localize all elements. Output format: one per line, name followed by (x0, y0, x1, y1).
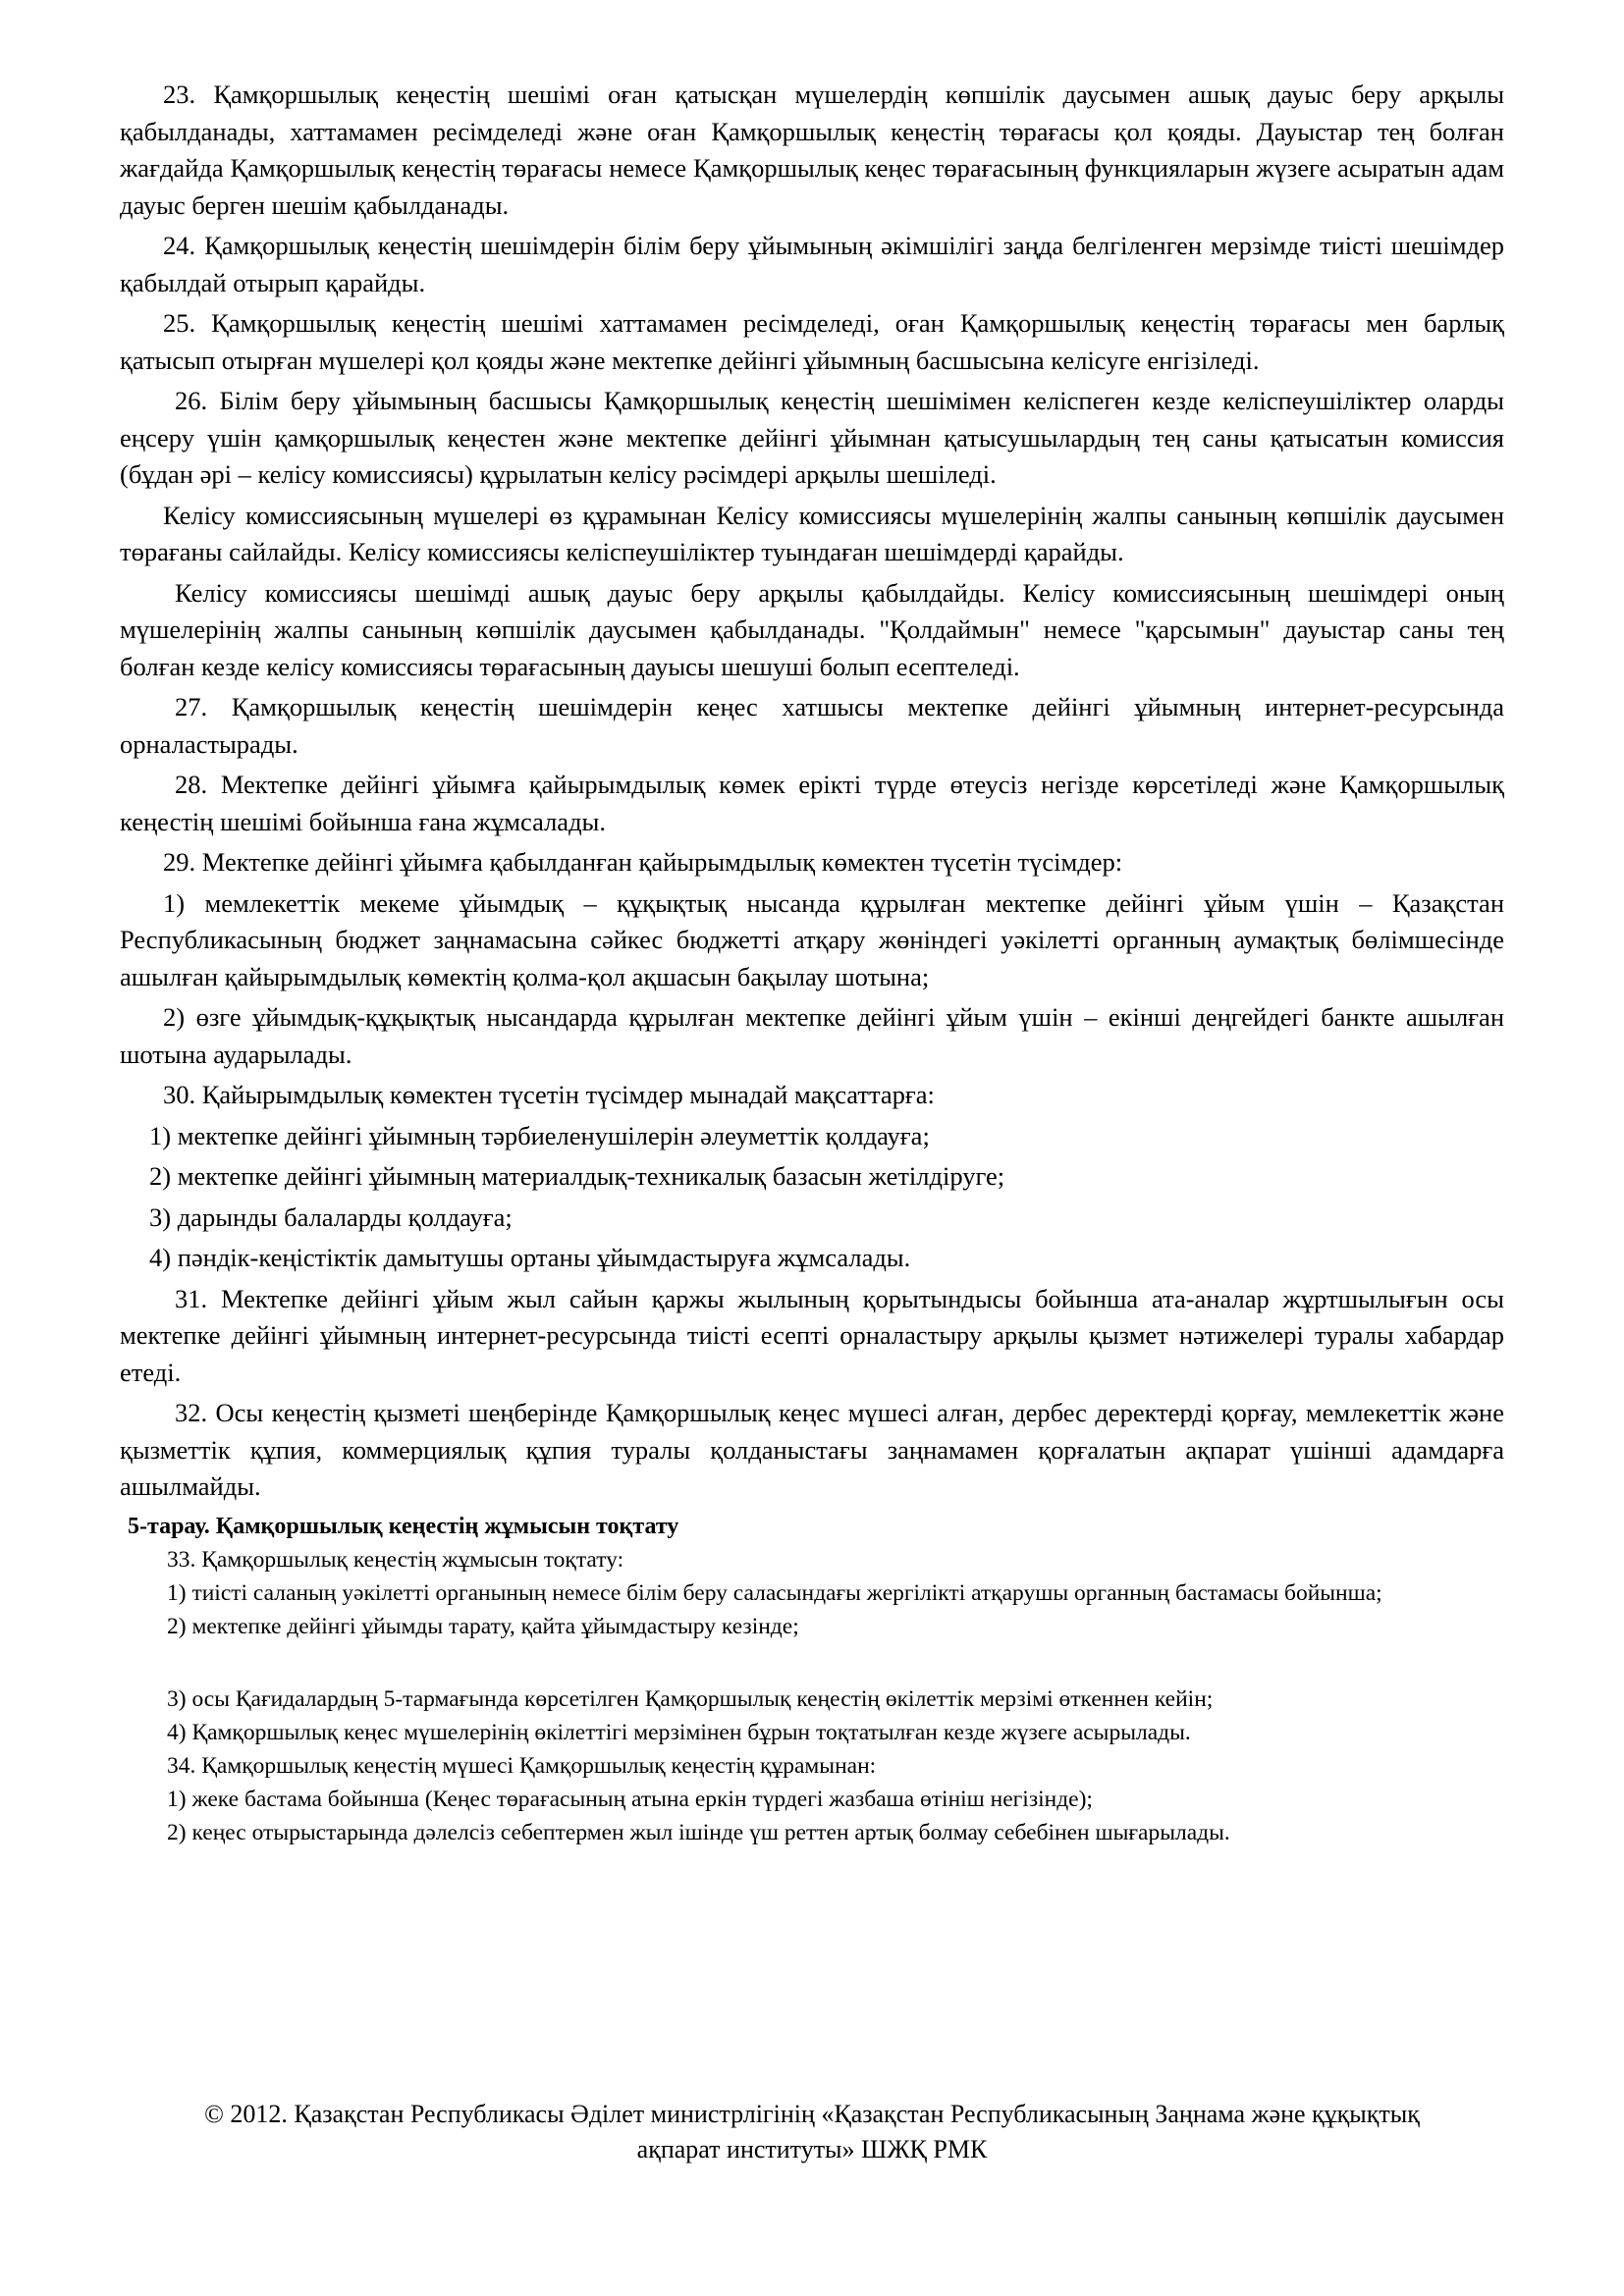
paragraph-26-commission-chair: Келісу комиссиясының мүшелері өз құрамынан Келісу комиссиясы мүшелерінің жалпы санының көпшілік даусымен төрағаны сайлайды. Келісу комиссиясы келіспеушіліктер туындаған шешімдерді қарайды. (120, 500, 1504, 566)
paragraph-30: 30. Қайырымдылық көмектен түсетін түсімдер мынадай мақсаттарға: (163, 1080, 935, 1109)
paragraph-33-item-3: 3) осы Қағидалардың 5-тармағында көрсетілген Қамқоршылық кеңестің өкілеттік мерзімі өткеннен кейін; (167, 1685, 1214, 1712)
paragraph-32: 32. Осы кеңестің қызметі шеңберінде Қамқоршылық кеңес мүшесі алған, дербес деректерді қорғау, мемлекеттік және қызметтік құпия, коммерциялық құпия туралы қолданыстағы заңнамамен қорғалатын ақпарат үшінші адамдарға ашылмайды. (120, 1398, 1504, 1501)
paragraph-30-item-1: 1) мектепке дейінгі ұйымның тәрбиеленушілерін әлеуметтік қолдауға; (149, 1120, 930, 1150)
blank-gap (120, 1643, 1504, 1682)
paragraph-33-item-2: 2) мектепке дейінгі ұйымды тарату, қайта ұйымдастыру кезінде; (167, 1613, 799, 1639)
paragraph-26-commission-vote: Келісу комиссиясы шешімді ашық дауыс беру арқылы қабылдайды. Келісу комиссиясының шешімдері оның мүшелерінің жалпы санының көпшілік даусымен қабылданады. "Қолдаймын" немесе "қарсымын" дауыстар саны тең болған кезде келісу комиссиясы төрағасының дауысы шешуші болып есептеледі. (120, 577, 1504, 681)
paragraph-26: 26. Білім беру ұйымының басшысы Қамқоршылық кеңестің шешімімен келіспеген кезде келіспеушіліктер оларды еңсеру үшін қамқоршылық кеңестен және мектепке дейінгі ұйымнан қатысушылардың тең саны қатысатын комиссия (бұдан әрі – келісу комиссиясы) құрылатын келісу рәсімдері арқылы шешіледі. (120, 386, 1504, 489)
footer-line-1: © 2012. Қазақстан Республикасы Әділет министрлігінің «Қазақстан Республикасының Заңнама және құқықтық (204, 2100, 1420, 2128)
paragraph-30-item-2: 2) мектепке дейінгі ұйымның материалдық-техникалық базасын жетілдіруге; (149, 1161, 1005, 1191)
paragraph-23: 23. Қамқоршылық кеңестің шешімі оған қатысқан мүшелердің көпшілік даусымен ашық дауыс беру арқылы қабылданады, хаттамамен ресімделеді және оған Қамқоршылық кеңестің төрағасы қол қояды. Дауыстар тең болған жағдайда Қамқоршылық кеңестің төрағасы немесе Қамқоршылық кеңес төрағасының функцияларын жүзеге асыратын адам дауыс берген шешім қабылданады. (120, 80, 1504, 220)
document-body (120, 77, 1504, 1849)
footer-line-2: ақпарат институты» ШЖҚ РМК (636, 2135, 988, 2163)
paragraph-34: 34. Қамқоршылық кеңестің мүшесі Қамқоршылық кеңестің құрамынан: (167, 1752, 877, 1779)
paragraph-29-item-2: 2) өзге ұйымдық-құқықтық нысандарда құрылған мектепке дейінгі ұйым үшін – екінші деңгейдегі банкте ашылған шотына аударылады. (120, 1002, 1504, 1069)
paragraph-33-item-4: 4) Қамқоршылық кеңес мүшелерінің өкілеттігі мерзімінен бұрын тоқтатылған кезде жүзеге асырылады. (167, 1719, 1191, 1745)
paragraph-33-item-1: 1) тиісті саланың уәкілетті органының немесе білім беру саласындағы жергілікті атқарушы органның бастамасы бойынша; (167, 1579, 1382, 1606)
paragraph-33: 33. Қамқоршылық кеңестің жұмысын тоқтату: (167, 1546, 624, 1573)
paragraph-31: 31. Мектепке дейінгі ұйым жыл сайын қаржы жылының қорытындысы бойынша ата-аналар жұртшылығын осы мектепке дейінгі ұйымның интернет-ресурсында тиісті есепті орналастыру арқылы қызмет нәтижелері туралы хабардар етеді. (120, 1283, 1504, 1387)
paragraph-27: 27. Қамқоршылық кеңестің шешімдерін кеңес хатшысы мектепке дейінгі ұйымның интернет-ресурсында орналастырады. (120, 692, 1504, 759)
paragraph-34-item-2: 2) кеңес отырыстарында дәлелсіз себептермен жыл ішінде үш реттен артық болмау себебінен шығарылады. (167, 1819, 1230, 1845)
paragraph-30-item-3: 3) дарынды балаларды қолдауға; (149, 1201, 513, 1232)
paragraph-28: 28. Мектепке дейінгі ұйымға қайырымдылық көмек ерікті түрде өтеусіз негізде көрсетіледі және Қамқоршылық кеңестің шешімі бойынша ғана жұмсалады. (120, 770, 1504, 836)
paragraph-30-item-4: 4) пәндік-кеңістіктік дамытушы ортаны ұйымдастыруға жұмсалады. (149, 1243, 911, 1272)
paragraph-29: 29. Мектепке дейінгі ұйымға қабылданған қайырымдылық көмектен түсетін түсімдер: (163, 847, 1123, 877)
paragraph-34-item-1: 1) жеке бастама бойынша (Кеңес төрағасының атына еркін түрдегі жазбаша өтініш негізінде); (167, 1786, 1093, 1812)
paragraph-29-item-1: 1) мемлекеттік мекеме ұйымдық – құқықтық нысанда құрылған мектепке дейінгі ұйым үшін – Қазақстан Республикасының бюджет заңнамасына сәйкес бюджетті атқару жөніндегі уәкілетті органның аумақтық бөлімшесінде ашылған қайырымдылық көмектің қолма-қол ақшасын бақылау шотына; (120, 887, 1504, 991)
paragraph-25: 25. Қамқоршылық кеңестің шешімі хаттамамен ресімделеді, оған Қамқоршылық кеңестің төрағасы мен барлық қатысып отырған мүшелері қол қояды және мектепке дейінгі ұйымның басшысына келісуге енгізіледі. (120, 308, 1504, 375)
paragraph-24: 24. Қамқоршылық кеңестің шешімдерін білім беру ұйымының әкімшілігі заңда белгіленген мерзімде тиісті шешімдер қабылдай отырып қарайды. (120, 231, 1504, 297)
section-5-title: 5-тарау. Қамқоршылық кеңестің жұмысын тоқтату (128, 1513, 679, 1539)
copyright-footer (59, 2097, 1565, 2167)
